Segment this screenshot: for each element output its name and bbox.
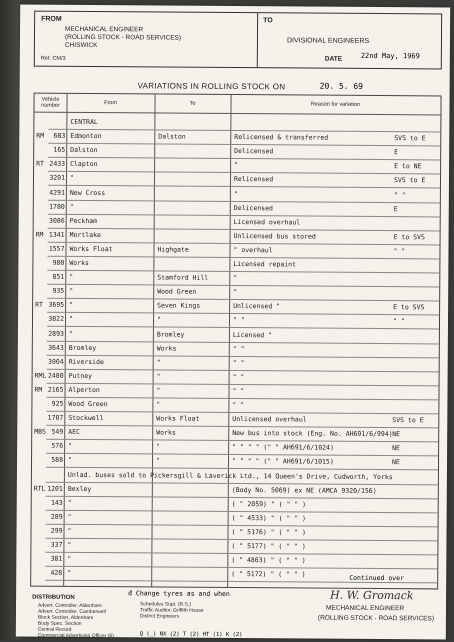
reason-cell: " " " " (" " AH691/6/1024)	[232, 443, 334, 452]
to-cell: Wood Green	[157, 288, 196, 296]
reason-cell: (Body No. 5069) ex NE (AMCA 9320/156)	[232, 486, 377, 495]
from-cell: AEC	[68, 428, 80, 436]
vehicle-class: RML	[35, 371, 47, 379]
from-cell: Works	[69, 259, 89, 267]
dist-line: Body Spec. Section	[38, 621, 82, 627]
note-cell: " "	[393, 318, 405, 326]
variations-table	[30, 93, 441, 590]
reason-cell: " "	[233, 316, 245, 324]
vehicle-number: 1780	[48, 202, 65, 210]
from-cell: "	[68, 456, 72, 464]
from-cell: "	[68, 442, 72, 450]
reason-cell: Licensed repaint	[233, 260, 296, 268]
vehicle-class: MBS	[34, 428, 46, 436]
from-cell: "	[67, 555, 71, 563]
vehicle-number: 428	[45, 569, 62, 577]
reason-cell: "	[234, 161, 238, 169]
note-cell: NE	[392, 430, 400, 438]
to-cell: Works	[156, 429, 176, 437]
to-cell: Works Float	[156, 415, 199, 423]
from-cell: "	[70, 202, 74, 210]
to-cell: "	[156, 457, 160, 465]
from-cell: "	[69, 273, 73, 281]
from-cell: "	[67, 569, 71, 577]
reason-cell: Unlicensed bus stored	[234, 232, 316, 241]
reason-cell: "	[234, 190, 238, 198]
signature: H. W. Gromack	[330, 589, 414, 603]
to-cell: Works	[157, 344, 177, 352]
from-cell: New Cross	[70, 188, 105, 196]
vehicle-class: RTL	[34, 484, 46, 492]
from-cell: "	[69, 315, 73, 323]
reason-cell: Relicensed & transferred	[234, 133, 328, 142]
note-cell: SVS to E	[394, 134, 425, 142]
vehicle-number: 925	[46, 400, 63, 408]
from-cell: Clapton	[70, 160, 97, 168]
to-cell: "	[156, 386, 160, 394]
note-cell: SVS to E	[392, 416, 423, 424]
vehicle-number: 3695	[47, 301, 64, 309]
dist-line: Commercial Advertising Officer (6)	[38, 633, 114, 640]
reason-cell: Licensed "	[233, 330, 272, 338]
date-label: DATE	[325, 56, 342, 63]
mid-line: Schedules Supt. (R.S.)	[140, 601, 191, 607]
from-cell: "	[69, 301, 73, 309]
vehicle-number: 299	[46, 527, 63, 535]
change-tyres-note: đ Change tyres as and when	[128, 589, 230, 598]
reason-cell: New bus into stock (Eng. No. AH691/6/994)	[232, 429, 393, 438]
from-cell: Edmonton	[70, 132, 101, 140]
col-header-reason: Reason for variation	[233, 101, 439, 108]
from-cell: Alperton	[68, 386, 99, 394]
title-date: 20. 5. 69	[320, 82, 363, 91]
to-cell: "	[157, 316, 161, 324]
reason-cell: ( " 5172) " ( " " )	[231, 570, 305, 579]
from-cell: Bexley	[68, 484, 92, 492]
table-body	[35, 94, 441, 97]
note-cell: E	[394, 205, 398, 213]
vehicle-number: 683	[48, 132, 65, 140]
to-value: DIVISIONAL ENGINEERS	[287, 37, 369, 45]
vehicle-number: 588	[46, 456, 63, 464]
note-cell: SVS to E	[394, 177, 425, 185]
note-cell: NE	[392, 459, 400, 467]
reason-cell: " "	[233, 373, 245, 381]
col-header-vehicle: Vehicle number	[36, 97, 64, 109]
date-value: 22nd May, 1969	[361, 52, 420, 60]
distribution-codes: Q (_) NX (2) T (2) HT (1) K (2)	[140, 631, 243, 638]
to-cell: Seven Kings	[157, 302, 200, 310]
from-cell: CENTRAL	[70, 118, 97, 126]
from-cell: "	[68, 527, 72, 535]
reason-cell: " "	[232, 401, 244, 409]
from-cell: "	[68, 513, 72, 521]
vehicle-number: 3201	[48, 174, 65, 182]
reason-cell: Delicensed	[234, 147, 273, 155]
to-cell: "	[157, 372, 161, 380]
vehicle-number: 1557	[47, 245, 64, 253]
vehicle-number: 549	[46, 428, 63, 436]
reference: Ref. CM/3	[41, 56, 66, 62]
reason-cell: " "	[233, 345, 245, 353]
from-cell: Wood Green	[68, 400, 107, 408]
header-rule	[34, 112, 440, 116]
vehicle-class: RT	[35, 301, 43, 309]
reason-cell: ( " 5177) " ( " " )	[231, 542, 305, 551]
to-cell: Dalston	[158, 133, 185, 141]
to-cell: Stamford Hill	[157, 274, 208, 282]
dist-line: Advert. Controller, Aldenham	[38, 603, 102, 609]
from-cell: "	[69, 329, 73, 337]
vehicle-class: RM	[36, 132, 44, 140]
note-cell: " "	[393, 247, 405, 255]
from-cell: Bromley	[69, 343, 96, 351]
to-cell: Bromley	[157, 330, 184, 338]
mid-line: Traffic Auditor, Griffith House	[140, 607, 204, 613]
note-cell: " "	[394, 191, 406, 199]
dist-line: Central Record	[38, 627, 72, 633]
note-cell: E to SVS	[393, 303, 424, 311]
col-header-to: To	[157, 100, 229, 107]
vehicle-number: 289	[46, 512, 63, 520]
from-cell: "	[67, 541, 71, 549]
document-sheet	[16, 5, 450, 640]
vehicle-number: 980	[47, 259, 64, 267]
vehicle-number: 2165	[46, 386, 63, 394]
reason-cell: ( " 2059) " ( " " )	[232, 500, 306, 509]
reason-cell: "	[233, 288, 237, 296]
dist-line: Advert. Controller, Camberwell	[38, 609, 106, 615]
signature-title-2: (ROLLING STOCK - ROAD SERVICES)	[318, 615, 434, 623]
vehicle-class: RM	[34, 386, 42, 394]
footer	[30, 591, 436, 640]
reason-cell: " overhaul	[233, 246, 272, 254]
from-label: FROM	[41, 16, 62, 23]
to-cell: Highgate	[157, 245, 188, 253]
vehicle-number: 1707	[46, 414, 63, 422]
to-cell: "	[157, 358, 161, 366]
vehicle-number: 935	[47, 287, 64, 295]
from-cell: Peckham	[70, 217, 97, 225]
reason-cell: Delicensed	[234, 204, 273, 212]
from-cell: "	[70, 174, 74, 182]
reason-cell: "	[233, 274, 237, 282]
from-cell: Putney	[69, 372, 93, 380]
reason-cell: ( " 4533) " ( " " )	[232, 514, 306, 523]
vehicle-number: 2433	[48, 160, 65, 168]
vehicle-number: 3086	[48, 216, 65, 224]
from-line-2: (ROLLING STOCK - ROAD SERVICES)	[65, 34, 181, 42]
vehicle-number: 337	[45, 541, 62, 549]
reason-cell: ( " 4863) " ( " " )	[231, 556, 305, 565]
vehicle-number: 3004	[47, 357, 64, 365]
page-title: VARIATIONS IN ROLLING STOCK ON	[138, 81, 286, 91]
vehicle-number: 576	[46, 442, 63, 450]
from-cell: Works Float	[69, 245, 112, 253]
vehicle-number: 2480	[47, 371, 64, 379]
vehicle-number: 4291	[48, 188, 65, 196]
vehicle-number: 851	[47, 273, 64, 281]
vehicle-number: 3643	[47, 343, 64, 351]
reason-cell: Unlicensed overhaul	[232, 415, 306, 424]
from-line-3: CHISWICK	[65, 42, 98, 49]
from-cell: Unlad. buses sold to Pickersgill & Laverick Ltd., 14 Queen's Drive, Cudworth, Yorks	[68, 470, 393, 480]
vehicle-class: RT	[36, 160, 44, 168]
vehicle-number: 381	[45, 555, 62, 563]
header-divider	[257, 13, 258, 67]
from-cell: Stockwell	[68, 414, 103, 422]
vehicle-number: 165	[48, 146, 65, 154]
dist-line: Block Section, Aldenham	[38, 615, 93, 621]
continued-note: Continued over	[349, 574, 404, 582]
from-cell: "	[68, 499, 72, 507]
reason-cell: Licensed overhaul	[234, 218, 301, 226]
distribution-label: DISTRIBUTION	[32, 595, 75, 601]
reason-cell: Relicensed	[234, 175, 273, 183]
note-cell: NE	[392, 444, 400, 452]
mid-line: District Engineers	[140, 613, 179, 619]
note-cell: E	[394, 148, 398, 156]
to-cell: "	[156, 400, 160, 408]
col-header-from: From	[69, 100, 153, 107]
vehicle-number: 2893	[47, 329, 64, 337]
vehicle-number: 1201	[46, 484, 63, 492]
from-cell: "	[69, 287, 73, 295]
vehicle-class: RM	[36, 230, 44, 238]
reason-cell: " " " " (" " AH691/6/1015)	[232, 457, 334, 466]
reason-cell: Unlicensed "	[233, 302, 280, 310]
from-cell: Riverside	[69, 358, 104, 366]
to-label: TO	[263, 17, 273, 24]
vehicle-number: 3822	[47, 315, 64, 323]
note-cell: E to NE	[394, 162, 421, 170]
reason-cell: ( " 5176) " ( " " )	[232, 528, 306, 537]
to-cell: "	[156, 443, 160, 451]
vehicle-number: 143	[46, 498, 63, 506]
reason-cell: " "	[233, 359, 245, 367]
note-cell: E to SVS	[394, 233, 425, 241]
signature-title-1: MECHANICAL ENGINEER	[326, 605, 404, 613]
from-line-1: MECHANICAL ENGINEER	[65, 26, 143, 34]
vehicle-number: 1341	[48, 231, 65, 239]
from-cell: Dalston	[70, 146, 97, 154]
header-box	[34, 11, 442, 70]
from-cell: Mortlake	[70, 231, 101, 239]
reason-cell: " "	[232, 387, 244, 395]
